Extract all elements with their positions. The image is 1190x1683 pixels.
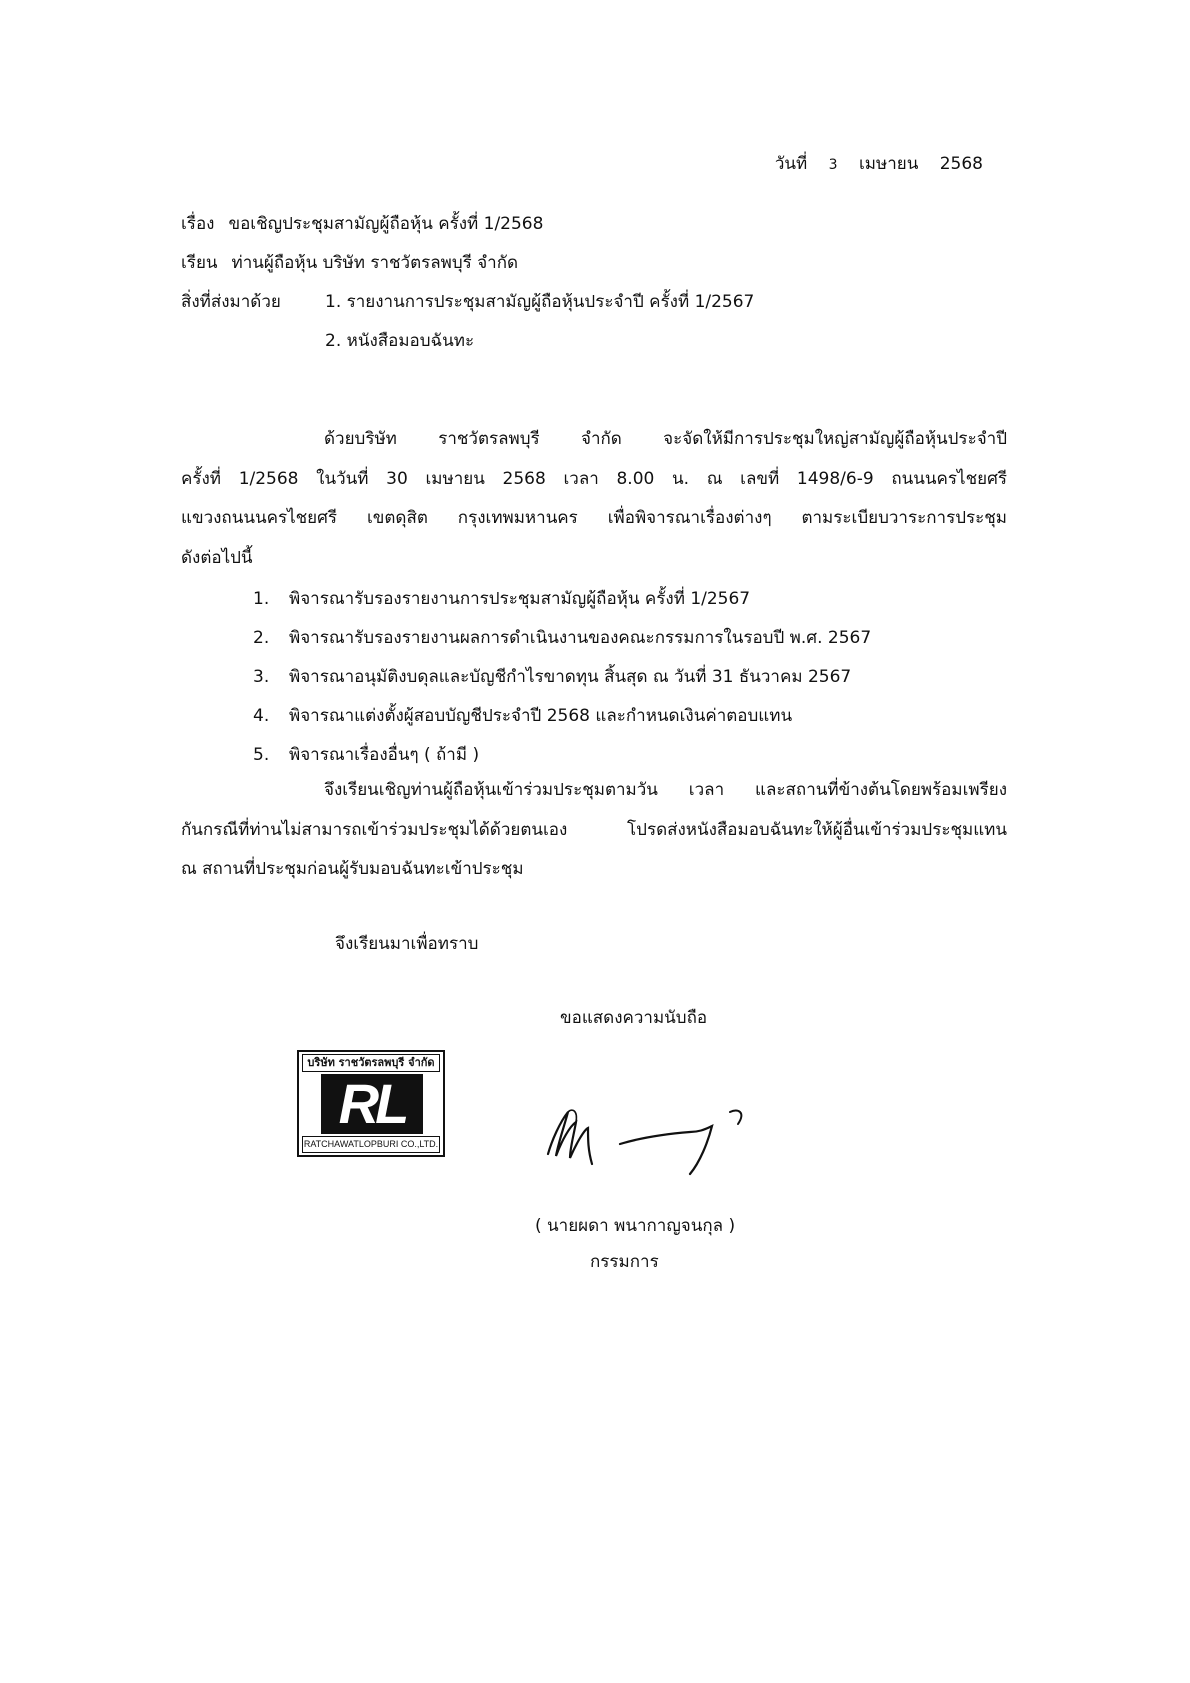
invite-line: จึงเรียนเชิญท่านผู้ถือหุ้นเข้าร่วมประชุมตามวัน เวลา และสถานที่ข้างต้นโดยพร้อมเพรียง	[324, 780, 1007, 800]
intro-line: ดังต่อไปนี้	[181, 547, 253, 568]
enclosure-item: 1. รายงานการประชุมสามัญผู้ถือหุ้นประจำปี ครั้งที่ 1/2567	[325, 292, 755, 312]
company-stamp	[297, 1050, 445, 1157]
intro-line: แขวงถนนนครไชยศรี เขตดุสิต กรุงเทพมหานคร เพื่อพิจารณาเรื่องต่างๆ ตามระเบียบวาระการประชุม	[181, 508, 1007, 528]
recipient-label: เรียน	[181, 253, 218, 273]
agenda-item: 3. พิจารณาอนุมัติงบดุลและบัญชีกำไรขาดทุน สิ้นสุด ณ วันที่ 31 ธันวาคม 2567	[253, 667, 852, 687]
invite-paragraph	[181, 771, 1007, 890]
enclosure-item: 2. หนังสือมอบฉันทะ	[325, 331, 475, 351]
handwritten-signature	[540, 1092, 790, 1177]
intro-paragraph	[181, 420, 1007, 578]
respect-text: ขอแสดงความนับถือ	[560, 1008, 708, 1028]
agenda-item: 2. พิจารณารับรองรายงานผลการดำเนินงานของคณะกรรมการในรอบปี พ.ศ. 2567	[253, 628, 872, 648]
agenda-item: 5. พิจารณาเรื่องอื่นๆ ( ถ้ามี )	[253, 745, 480, 765]
invite-line: ณ สถานที่ประชุมก่อนผู้รับมอบฉันทะเข้าประชุม	[181, 859, 524, 879]
subject-label: เรื่อง	[181, 214, 215, 234]
intro-line: ด้วยบริษัท ราชวัตรลพบุรี จำกัด จะจัดให้มีการประชุมใหญ่สามัญผู้ถือหุ้นประจำปี	[324, 429, 1007, 449]
date-day: 3	[828, 157, 838, 173]
intro-line: ครั้งที่ 1/2568 ในวันที่ 30 เมษายน 2568 เวลา 8.00 น. ณ เลขที่ 1498/6-9 ถนนนครไชยศรี	[181, 468, 1007, 489]
stamp-company-thai: บริษัท ราชวัตรลพบุรี จำกัด	[302, 1054, 440, 1072]
date-label: วันที่	[774, 154, 808, 174]
recipient-text: ท่านผู้ถือหุ้น บริษัท ราชวัตรลพบุรี จำกัด	[231, 253, 519, 273]
letter-date	[759, 152, 983, 177]
agenda-item: 4. พิจารณาแต่งตั้งผู้สอบบัญชีประจำปี 2568 และกำหนดเงินค่าตอบแทน	[253, 706, 793, 726]
stamp-company-english: RATCHAWATLOPBURI CO.,LTD.	[302, 1136, 440, 1153]
signer-name: ( นายผดา พนากาญจนกุล )	[535, 1216, 736, 1236]
signer-title: กรรมการ	[590, 1252, 659, 1272]
recipient-line	[181, 251, 518, 275]
closing-text: จึงเรียนมาเพื่อทราบ	[335, 934, 479, 954]
rl-logo: RL	[321, 1074, 423, 1134]
date-year: 2568	[939, 154, 983, 174]
date-month: เมษายน	[858, 154, 919, 174]
agenda-item: 1. พิจารณารับรองรายงานการประชุมสามัญผู้ถือหุ้น ครั้งที่ 1/2567	[253, 589, 751, 609]
subject-text: ขอเชิญประชุมสามัญผู้ถือหุ้น ครั้งที่ 1/2568	[228, 214, 544, 234]
enclosures-label: สิ่งที่ส่งมาด้วย	[181, 292, 281, 312]
subject-line	[181, 212, 543, 236]
invite-line: กันกรณีที่ท่านไม่สามารถเข้าร่วมประชุมได้ด้วยตนเอง โปรดส่งหนังสือมอบฉันทะให้ผู้อื่นเข้าร่วมประชุมแทน	[181, 819, 1007, 840]
